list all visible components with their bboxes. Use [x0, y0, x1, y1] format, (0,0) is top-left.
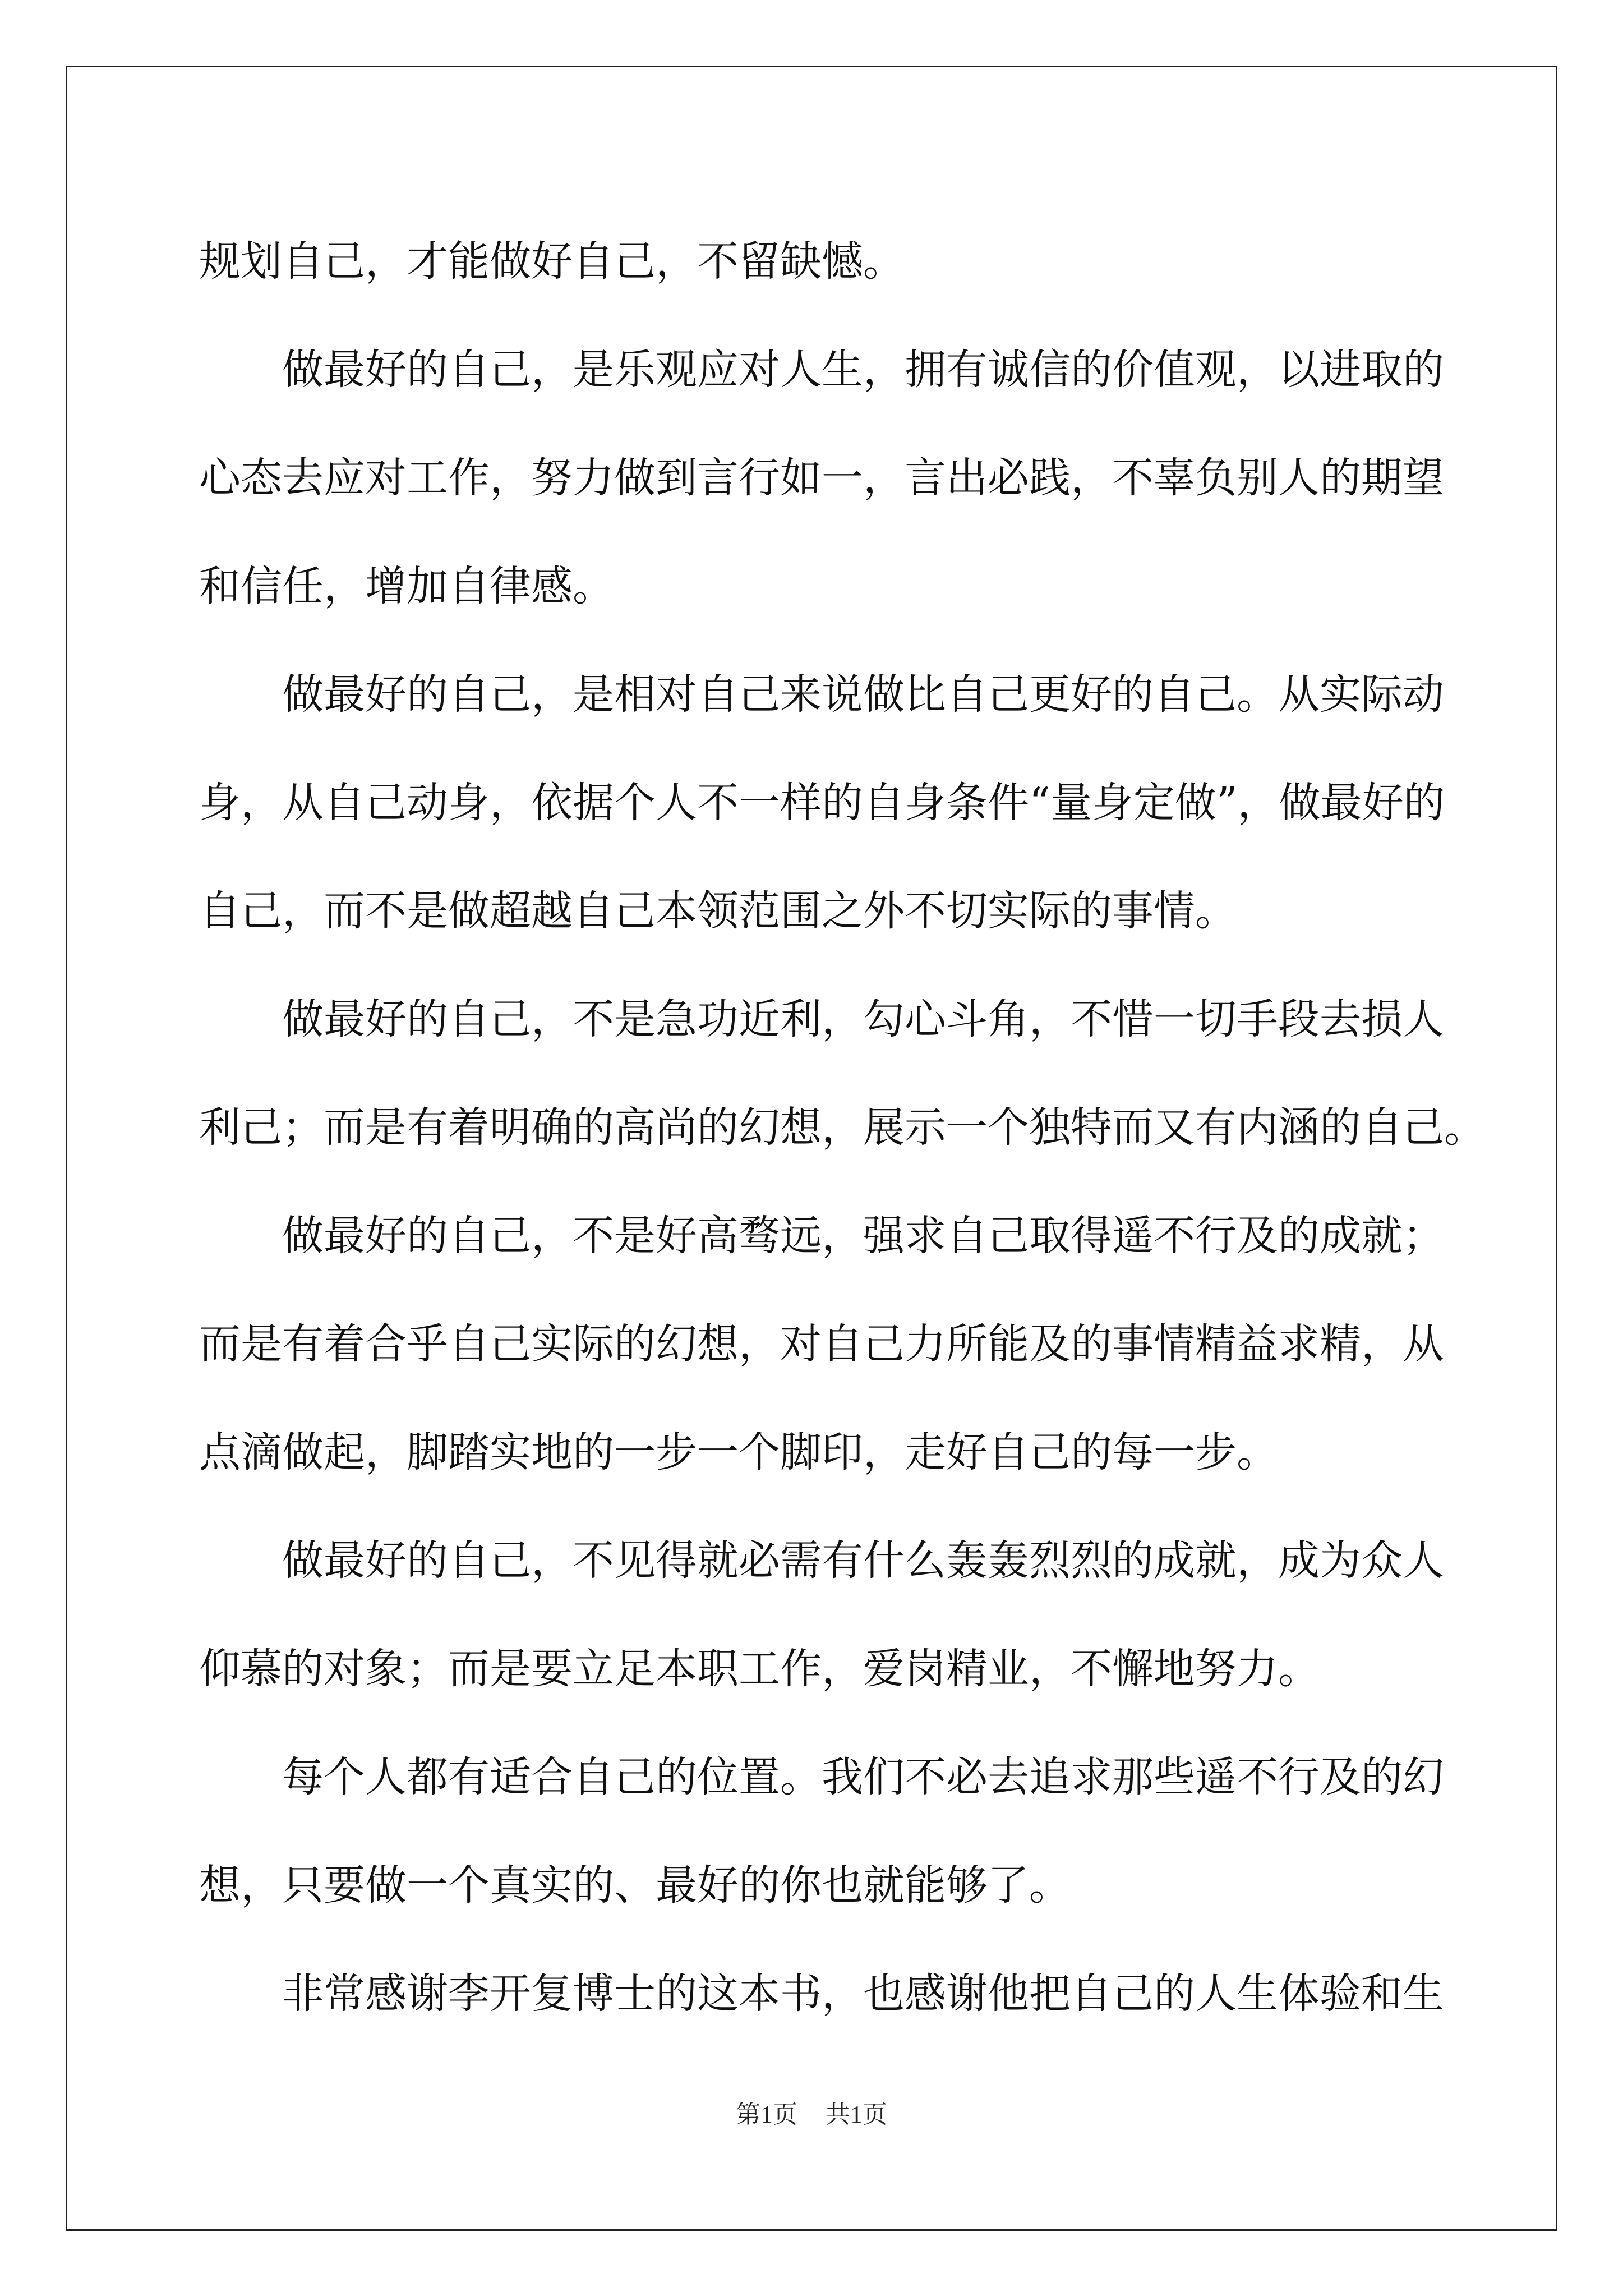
paragraph-line: 心态去应对工作，努力做到言行如一，言出必践，不辜负别人的期望 — [199, 454, 1444, 502]
paragraph-first-line: 做最好的自己，不见得就必需有什么轰轰烈烈的成就，成为众人 — [282, 1536, 1444, 1585]
paragraph-line: 和信任，增加自律感。 — [199, 562, 614, 610]
paragraph-line: 而是有着合乎自己实际的幻想，对自己力所能及的事情精益求精，从 — [199, 1320, 1444, 1368]
page-footer — [0, 2098, 1623, 2132]
paragraph-first-line: 非常感谢李开复博士的这本书，也感谢他把自己的人生体验和生 — [282, 1970, 1444, 2018]
paragraph-line: 身，从自己动身，依据个人不一样的自身条件“量身定做”，做最好的 — [199, 779, 1445, 827]
paragraph-first-line: 做最好的自己，不是急功近利，勾心斗角，不惜一切手段去损人 — [282, 995, 1444, 1043]
current-page-number: 第1页 — [736, 2101, 797, 2128]
paragraph-line: 自己，而不是做超越自己本领范围之外不切实际的事情。 — [199, 887, 1237, 935]
paragraph-line: 利己；而是有着明确的高尚的幻想，展示一个独特而又有内涵的自己。 — [199, 1103, 1486, 1152]
paragraph-line: 想，只要做一个真实的、最好的你也就能够了。 — [199, 1861, 1071, 1910]
paragraph-first-line: 做最好的自己，是乐观应对人生，拥有诚信的价值观，以进取的 — [282, 346, 1444, 394]
paragraph-line: 点滴做起，脚踏实地的一步一个脚印，走好自己的每一步。 — [199, 1428, 1278, 1476]
total-pages: 共1页 — [826, 2101, 887, 2128]
paragraph-first-line: 做最好的自己，是相对自己来说做比自己更好的自己。从实际动 — [282, 670, 1444, 719]
paragraph-line: 规划自己，才能做好自己，不留缺憾。 — [199, 237, 905, 286]
paragraph-line: 仰慕的对象；而是要立足本职工作，爱岗精业，不懈地努力。 — [199, 1645, 1320, 1693]
paragraph-first-line: 每个人都有适合自己的位置。我们不必去追求那些遥不行及的幻 — [282, 1753, 1444, 1801]
paragraph-first-line: 做最好的自己，不是好高骛远，强求自己取得遥不行及的成就； — [282, 1212, 1444, 1260]
document-body — [199, 208, 1486, 2048]
